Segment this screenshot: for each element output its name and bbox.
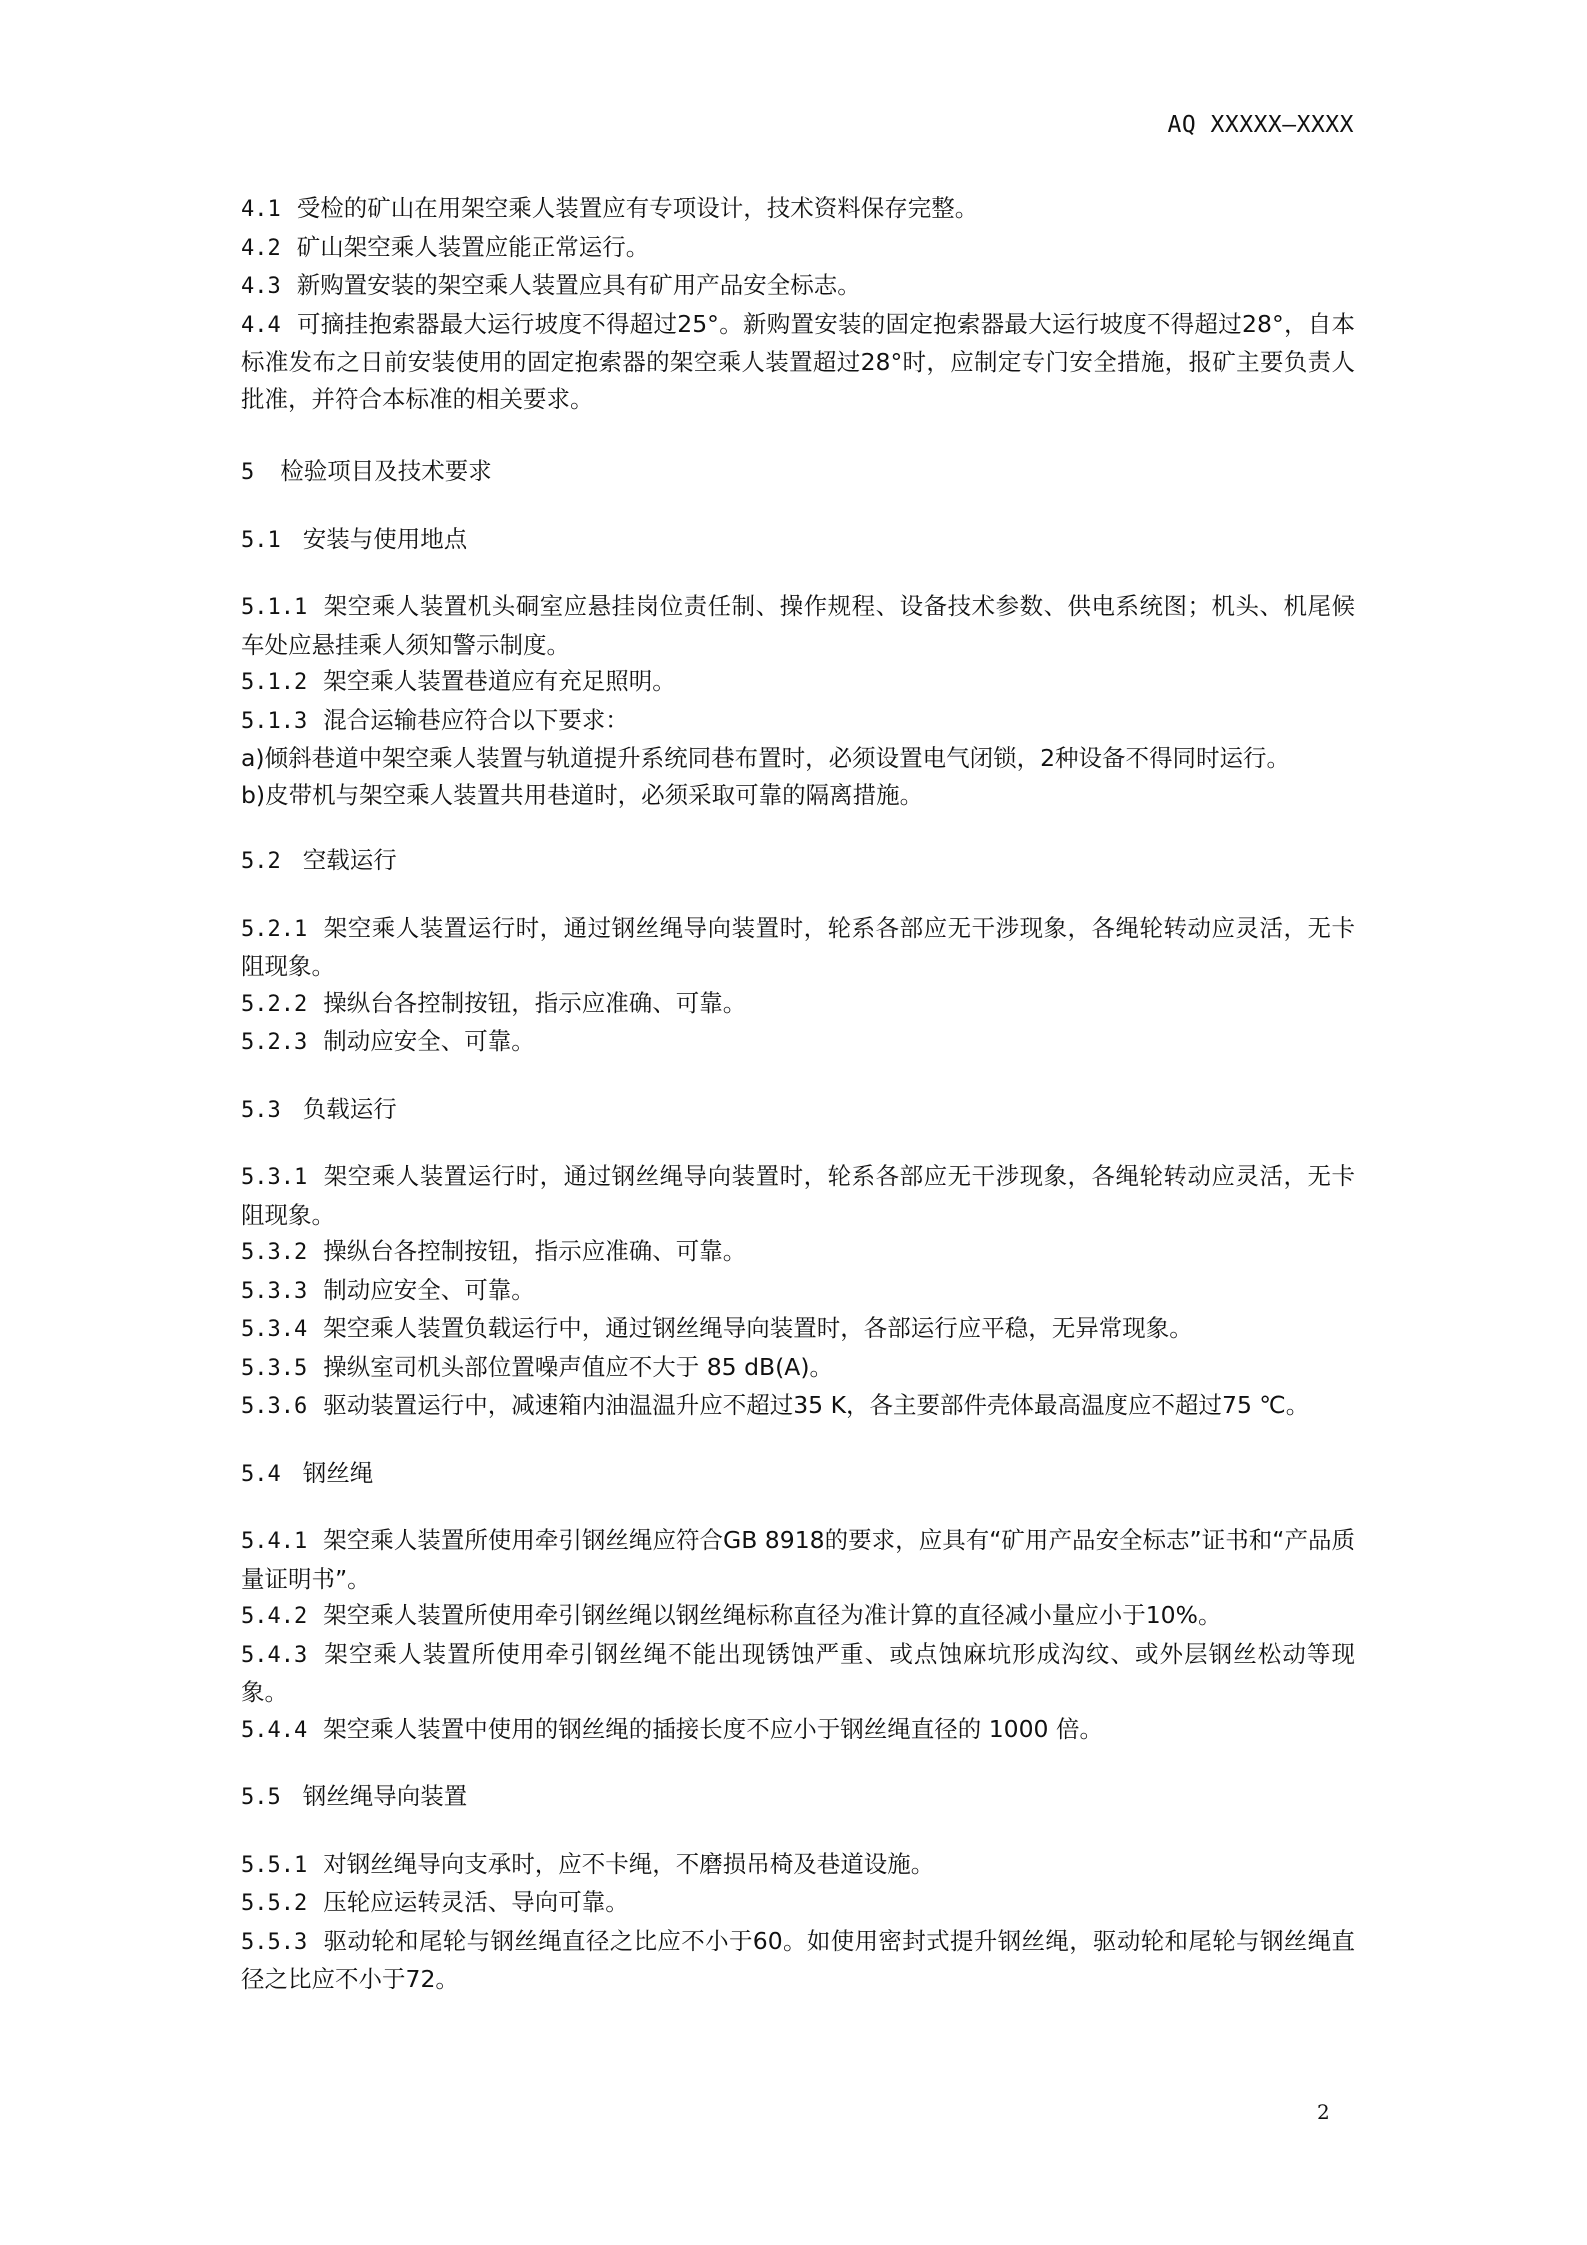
clause xyxy=(241,910,1355,985)
clause-text: 矿山架空乘人装置应能正常运行。 xyxy=(296,232,650,261)
clause xyxy=(241,702,1355,741)
clause-number: 5.2.1 xyxy=(241,916,308,942)
clause-text: 架空乘人装置所使用牵引钢丝绳应符合GB 8918的要求，应具有“矿用产品安全标志”证书和“产品质量证明书”。 xyxy=(241,1526,1355,1593)
clause-number: 5.4.4 xyxy=(241,1717,308,1743)
clause xyxy=(241,1310,1355,1349)
clause-text: 操纵台各控制按钮，指示应准确、可靠。 xyxy=(323,1237,747,1265)
clause-text: 架空乘人装置运行时，通过钢丝绳导向装置时，轮系各部应无干涉现象，各绳轮转动应灵活，无卡阻现象。 xyxy=(241,913,1355,980)
clause xyxy=(241,1233,1355,1272)
clause-number: 4.3 xyxy=(241,274,281,299)
clause-number: 4.4 xyxy=(241,312,281,338)
clause-text: 新购置安装的架空乘人装置应具有矿用产品安全标志。 xyxy=(296,271,861,299)
clause-number: 5.5.3 xyxy=(241,1929,308,1955)
clause xyxy=(241,306,1355,418)
section-title: 空载运行 xyxy=(302,846,397,874)
section-title: 检验项目及技术要求 xyxy=(280,457,492,485)
clause-number: 5.1.2 xyxy=(241,670,308,695)
clause-number: 5.3.5 xyxy=(241,1355,308,1381)
clause xyxy=(241,985,1355,1024)
clause-text: 架空乘人装置所使用牵引钢丝绳以钢丝绳标称直径为准计算的直径减小量应小于10%。 xyxy=(323,1601,1222,1629)
clause xyxy=(241,1522,1355,1597)
clause xyxy=(241,1387,1355,1426)
section-title: 负载运行 xyxy=(302,1094,397,1123)
list-item-text: b)皮带机与架空乘人装置共用巷道时，必须采取可靠的隔离措施。 xyxy=(241,780,924,809)
clause-text: 制动应安全、可靠。 xyxy=(323,1027,535,1055)
clause-number: 5.4.2 xyxy=(241,1604,308,1629)
subsection-heading xyxy=(241,842,1355,881)
clause-number: 5.3.3 xyxy=(241,1278,308,1304)
section-number: 5.2 xyxy=(241,849,281,874)
subsection-heading xyxy=(241,1091,1355,1130)
subsection-heading xyxy=(241,521,1355,560)
clause-number: 5.4.1 xyxy=(241,1529,308,1554)
clause xyxy=(241,1272,1355,1311)
clause-number: 5.2.2 xyxy=(241,991,308,1017)
subsection-heading xyxy=(241,1778,1355,1817)
clause-number: 5.3.4 xyxy=(241,1317,308,1342)
list-item xyxy=(241,740,1355,777)
clause-number: 5.2.3 xyxy=(241,1030,308,1055)
clause xyxy=(241,1884,1355,1923)
clause-text: 混合运输巷应符合以下要求： xyxy=(323,705,629,734)
section-title: 钢丝绳导向装置 xyxy=(302,1782,468,1810)
clause xyxy=(241,1023,1355,1062)
list-item-text: a)倾斜巷道中架空乘人装置与轨道提升系统同巷布置时，必须设置电气闭锁，2种设备不得同时运行。 xyxy=(241,744,1291,772)
section-number: 5.4 xyxy=(241,1461,281,1487)
clause-text: 架空乘人装置中使用的钢丝绳的插接长度不应小于钢丝绳直径的 1000 倍。 xyxy=(323,1714,1103,1743)
clause-text: 驱动装置运行中，减速箱内油温温升应不超过35 K，各主要部件壳体最高温度应不超过75 ℃。 xyxy=(323,1391,1310,1419)
document-body xyxy=(241,190,1355,1998)
clause xyxy=(241,663,1355,702)
clause-number: 4.2 xyxy=(241,235,281,261)
section-number: 5.1 xyxy=(241,527,281,553)
section-number: 5.3 xyxy=(241,1097,281,1123)
clause-text: 驱动轮和尾轮与钢丝绳直径之比应不小于60。如使用密封式提升钢丝绳，驱动轮和尾轮与钢丝绳直径之比应不小于72。 xyxy=(241,1926,1355,1993)
section-title: 安装与使用地点 xyxy=(302,524,468,553)
clause-text: 对钢丝绳导向支承时，应不卡绳，不磨损吊椅及巷道设施。 xyxy=(323,1849,935,1878)
clause-text: 架空乘人装置巷道应有充足照明。 xyxy=(323,667,676,695)
clause-number: 5.3.6 xyxy=(241,1394,308,1419)
clause xyxy=(241,1923,1355,1998)
section-number: 5 xyxy=(241,460,255,485)
section-title: 钢丝绳 xyxy=(302,1458,374,1487)
clause-number: 5.5.1 xyxy=(241,1852,308,1878)
clause-number: 5.3.2 xyxy=(241,1240,308,1265)
clause xyxy=(241,1158,1355,1233)
clause-text: 可摘挂抱索器最大运行坡度不得超过25°。新购置安装的固定抱索器最大运行坡度不得超过28°，自本标准发布之日前安装使用的固定抱索器的架空乘人装置超过28°时，应制定专门安全措施，报矿主要负责人批准，并符合本标准的相关要求。 xyxy=(241,309,1355,413)
standard-code-header: AQ XXXXX—XXXX xyxy=(1167,112,1354,138)
clause xyxy=(241,588,1355,663)
clause-number: 5.3.1 xyxy=(241,1165,308,1190)
clause-text: 受检的矿山在用架空乘人装置应有专项设计，技术资料保存完整。 xyxy=(296,194,979,222)
clause xyxy=(241,1636,1355,1711)
clause xyxy=(241,1597,1355,1636)
clause-text: 架空乘人装置所使用牵引钢丝绳不能出现锈蚀严重、或点蚀麻坑形成沟纹、或外层钢丝松动等现象。 xyxy=(241,1639,1355,1706)
clause-text: 制动应安全、可靠。 xyxy=(323,1275,535,1304)
clause xyxy=(241,229,1355,268)
clause-text: 架空乘人装置机头硐室应悬挂岗位责任制、操作规程、设备技术参数、供电系统图；机头、机尾候车处应悬挂乘人须知警示制度。 xyxy=(241,592,1355,659)
clause-number: 5.4.3 xyxy=(241,1642,308,1668)
clause xyxy=(241,1711,1355,1750)
section-number: 5.5 xyxy=(241,1785,281,1810)
section-heading xyxy=(241,453,1355,492)
clause-number: 4.1 xyxy=(241,197,281,222)
clause-number: 5.5.2 xyxy=(241,1891,308,1916)
clause-number: 5.1.3 xyxy=(241,708,308,734)
clause xyxy=(241,1349,1355,1388)
clause-number: 5.1.1 xyxy=(241,595,308,620)
clause xyxy=(241,1846,1355,1885)
clause-text: 架空乘人装置负载运行中，通过钢丝绳导向装置时，各部运行应平稳，无异常现象。 xyxy=(323,1314,1193,1342)
clause-text: 架空乘人装置运行时，通过钢丝绳导向装置时，轮系各部应无干涉现象，各绳轮转动应灵活，无卡阻现象。 xyxy=(241,1162,1355,1229)
clause-text: 操纵室司机头部位置噪声值应不大于 85 dB(A)。 xyxy=(323,1352,834,1381)
clause-text: 压轮应运转灵活、导向可靠。 xyxy=(323,1888,629,1916)
list-item xyxy=(241,777,1355,814)
subsection-heading xyxy=(241,1455,1355,1494)
clause-text: 操纵台各控制按钮，指示应准确、可靠。 xyxy=(323,988,747,1017)
clause xyxy=(241,267,1355,306)
clause xyxy=(241,190,1355,229)
page-number: 2 xyxy=(1317,2100,1330,2124)
